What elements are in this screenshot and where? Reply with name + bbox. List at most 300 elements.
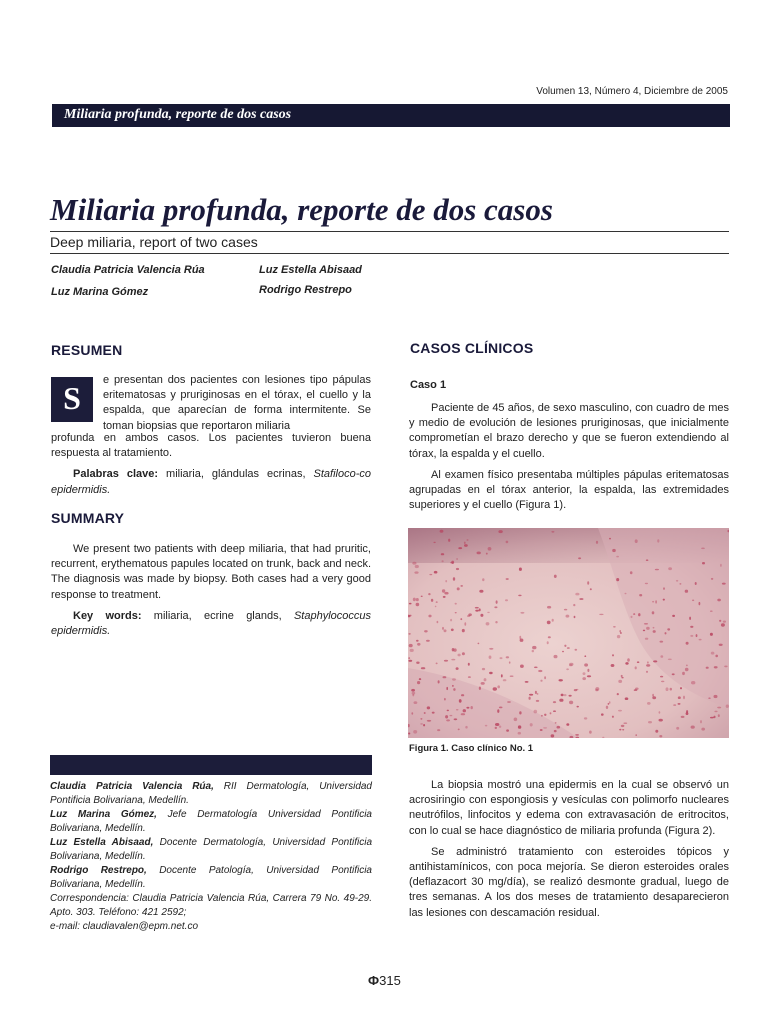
papule (653, 627, 655, 629)
papule (456, 709, 459, 710)
papule (633, 613, 635, 614)
papule (691, 726, 695, 729)
papule (408, 660, 412, 662)
papule (660, 655, 663, 658)
papule (455, 603, 457, 605)
papule (466, 707, 469, 709)
papule (660, 676, 663, 678)
papule (711, 652, 715, 655)
papule (621, 677, 623, 678)
papule (663, 599, 665, 601)
papule (420, 723, 423, 725)
resumen-text-end: profunda en ambos casos. Los pacientes tuvieron buena respuesta al tratamiento. (51, 432, 371, 460)
papule (427, 720, 431, 722)
papule (462, 629, 465, 632)
papule (520, 665, 524, 668)
papule (529, 697, 531, 700)
summary-body (51, 542, 371, 639)
papule (647, 661, 649, 663)
papule (655, 569, 659, 571)
papule (447, 710, 449, 712)
papule (461, 713, 465, 715)
email: e-mail: claudiavalen@epm.net.co (50, 921, 199, 932)
papule (690, 635, 693, 637)
papule (601, 713, 604, 715)
papule (646, 627, 650, 630)
papule (577, 706, 579, 708)
papule (569, 701, 573, 705)
papule (493, 687, 497, 690)
papule (544, 714, 546, 716)
papule (618, 710, 622, 712)
papule (661, 681, 664, 683)
journal-logo-icon: Ф (368, 973, 380, 988)
papule (458, 654, 461, 657)
papule (564, 645, 566, 647)
papule (637, 661, 640, 663)
papule (499, 726, 501, 728)
papule (450, 619, 452, 622)
papule (465, 726, 467, 729)
papule (699, 602, 701, 605)
papule (452, 648, 455, 651)
papule (489, 656, 492, 659)
papule (431, 599, 433, 602)
papule (532, 650, 534, 653)
papule (436, 663, 438, 665)
papule (434, 571, 438, 574)
papule (689, 617, 691, 620)
papule (652, 611, 655, 614)
case-label: Caso 1 (410, 379, 447, 391)
papule (518, 595, 521, 597)
papule (486, 622, 490, 625)
papule (505, 599, 508, 601)
papule (500, 657, 503, 659)
papule (681, 716, 685, 718)
papule (458, 547, 462, 549)
papule (653, 660, 657, 662)
papule (448, 539, 450, 542)
papule (495, 727, 497, 729)
papule (509, 661, 511, 663)
dropcap-letter: S (51, 377, 93, 422)
papule (532, 646, 536, 649)
papule (719, 644, 723, 646)
papule (686, 665, 688, 667)
papule (695, 582, 697, 585)
papule (584, 663, 588, 666)
papule (668, 659, 672, 661)
papule (410, 649, 414, 652)
affiliations (50, 780, 372, 934)
papule (583, 672, 586, 675)
papule (428, 593, 430, 595)
papule (612, 654, 614, 656)
papule (550, 712, 552, 714)
papule (518, 725, 521, 728)
papule (584, 655, 586, 657)
papule (414, 571, 418, 573)
papule (643, 630, 645, 632)
papule (574, 616, 576, 618)
resumen-heading: RESUMEN (51, 342, 123, 358)
papule (708, 697, 710, 699)
papule (660, 641, 664, 643)
papule (714, 695, 718, 698)
papule (449, 715, 452, 716)
papule (454, 718, 458, 720)
papule (625, 697, 629, 700)
papule (424, 712, 426, 714)
papule (451, 629, 454, 632)
papule (646, 671, 648, 673)
papule (587, 675, 591, 677)
papule (497, 685, 500, 688)
papule (496, 600, 498, 603)
case-body (409, 401, 729, 513)
papule (453, 577, 455, 580)
papule (427, 706, 430, 709)
papule (612, 549, 616, 552)
papule (415, 565, 419, 568)
papule (701, 728, 705, 731)
papule (722, 583, 726, 585)
papule (479, 590, 483, 593)
papule (595, 689, 598, 691)
papule (710, 633, 713, 636)
affiliation-item: Luz Marina Gómez, Jefe Dermatología Universidad Pontificia Bolivariana, Medellín. (50, 809, 372, 834)
papule (416, 662, 419, 664)
papule (554, 655, 558, 658)
papule (428, 615, 431, 618)
papule (446, 687, 448, 690)
papule (717, 707, 721, 709)
papule (486, 553, 488, 555)
papule (535, 691, 537, 694)
papule (619, 630, 621, 632)
papule (567, 647, 570, 649)
papule (670, 688, 672, 691)
papule (460, 618, 462, 620)
papule (590, 588, 592, 590)
papule (685, 590, 688, 593)
papule (499, 707, 503, 709)
resumen-text-start: e presentan dos pacientes con lesiones tipo pápulas eritematosas y pruriginosas en el tórax, el cuello y la espalda, que aparecían de forma intermitente. Se toman biopsias que reportaron miliaria (103, 374, 371, 432)
summary-heading: SUMMARY (51, 510, 125, 526)
papule (529, 694, 533, 696)
papule (665, 632, 667, 634)
papule (587, 581, 589, 584)
papule (686, 712, 689, 715)
papule (554, 575, 557, 578)
papule (635, 734, 637, 736)
papule (696, 634, 698, 637)
papule (471, 706, 473, 709)
papule (444, 629, 447, 632)
papule (621, 725, 625, 727)
papule (458, 729, 460, 731)
papule (620, 632, 622, 634)
papule (467, 539, 469, 541)
papule (659, 719, 663, 722)
papule (547, 641, 549, 644)
papule (714, 666, 718, 668)
papule (530, 723, 533, 726)
papule (444, 698, 446, 701)
papule (443, 676, 447, 678)
article-title: Miliaria profunda, reporte de dos casos (50, 192, 553, 227)
correspondence: Correspondencia: Claudia Patricia Valencia Rúa, Carrera 79 No. 49-29. Apto. 303. Teléfono: 421 2592; (50, 893, 372, 918)
case-paragraph: Se administró tratamiento con esteroides tópicos y antihistamínicos, con poca mejoría. Se dieron esteroides orales (deflazacort 30 mg/día), se realizó desmonte gradual, luego de tres semanas. A los dos meses de tratamiento desaparecieron las lesiones con descamación residual. (409, 845, 729, 919)
papule (584, 717, 587, 719)
papule (616, 556, 619, 558)
papule (445, 715, 448, 718)
papule (416, 640, 419, 642)
papule (416, 603, 420, 606)
papule (647, 702, 651, 705)
papule (479, 608, 481, 611)
papule (630, 571, 633, 574)
papule (717, 599, 721, 602)
papule (679, 583, 681, 585)
papule (419, 678, 421, 680)
affiliation-item: Rodrigo Restrepo, Docente Patología, Universidad Pontificia Bolivariana, Medellín. (50, 865, 372, 890)
papule (548, 636, 551, 638)
papule (497, 709, 499, 713)
papule (413, 730, 417, 734)
papule (569, 695, 572, 697)
papule (460, 585, 463, 587)
papule (710, 610, 713, 612)
papule (444, 660, 448, 662)
papule (437, 621, 439, 624)
papule (564, 694, 567, 696)
papule (575, 593, 579, 596)
article-subtitle: Deep miliaria, report of two cases (50, 234, 258, 250)
papule (623, 723, 627, 724)
papule (537, 693, 539, 695)
papule (485, 725, 487, 727)
papule (432, 712, 435, 714)
papule (625, 593, 627, 595)
papule (578, 557, 581, 559)
papule (411, 712, 413, 714)
papule (587, 669, 589, 672)
papule (444, 592, 448, 595)
papule (691, 681, 695, 684)
papule (666, 687, 669, 691)
papule (480, 614, 483, 617)
papule (424, 630, 428, 632)
papule (478, 643, 480, 645)
papule (414, 701, 418, 704)
papule (559, 699, 563, 702)
papule (421, 667, 425, 669)
papule (645, 583, 648, 584)
papule (618, 680, 622, 683)
author-name: Rodrigo Restrepo (259, 284, 352, 296)
papule (582, 677, 586, 680)
papule (723, 621, 726, 623)
papule (710, 717, 714, 719)
papule (646, 559, 649, 561)
papule (462, 652, 465, 655)
papule (720, 564, 722, 567)
papule (625, 662, 628, 665)
papule (442, 589, 445, 592)
papule (657, 539, 659, 542)
papule (421, 596, 423, 597)
papule (538, 670, 542, 672)
papule (718, 714, 720, 717)
papule (569, 664, 573, 666)
papule (489, 648, 493, 650)
papule (489, 672, 493, 674)
case-body-continued (409, 778, 729, 921)
papule (482, 668, 485, 670)
author-name: Luz Estella Abisaad (259, 264, 362, 276)
papule (554, 730, 557, 732)
casos-heading: CASOS CLÍNICOS (410, 340, 534, 356)
volume-info: Volumen 13, Número 4, Diciembre de 2005 (536, 86, 728, 97)
papule (690, 626, 693, 628)
papule (420, 718, 422, 719)
papule (484, 678, 487, 681)
papule (551, 734, 555, 737)
papule (451, 561, 454, 564)
papule (627, 658, 630, 662)
papule (468, 663, 470, 666)
papule (534, 710, 538, 714)
papule (644, 623, 648, 625)
papule (622, 729, 624, 730)
papule (455, 612, 457, 613)
papule (456, 667, 459, 670)
papule (506, 541, 509, 544)
papule (408, 657, 410, 659)
affiliation-item: Luz Estella Abisaad, Docente Dermatología, Universidad Pontificia Bolivariana, Medellín. (50, 837, 373, 862)
running-title: Miliaria profunda, reporte de dos casos (64, 107, 292, 122)
papule (423, 724, 425, 726)
papule (635, 666, 637, 669)
papule (519, 568, 522, 571)
title-rule-bottom (50, 253, 729, 254)
papule (599, 614, 603, 615)
papule (713, 716, 715, 719)
papule (566, 615, 570, 618)
papule (417, 681, 420, 684)
papule (579, 598, 583, 600)
papule (408, 633, 410, 634)
papule (408, 733, 410, 735)
papule (639, 594, 642, 596)
papule (520, 639, 524, 642)
papule (464, 544, 468, 547)
papule (488, 547, 492, 551)
papule (477, 552, 481, 555)
papule (464, 622, 466, 626)
papule (617, 693, 619, 695)
papule (673, 704, 676, 706)
papule (501, 674, 503, 677)
papule (724, 666, 727, 668)
papule (540, 680, 542, 682)
papule (553, 710, 556, 712)
papule (543, 727, 547, 728)
papule (659, 735, 662, 737)
resumen-body (51, 431, 371, 498)
papule (468, 676, 471, 678)
papule (453, 688, 455, 691)
papule (451, 659, 455, 661)
papule (621, 675, 623, 677)
papule (426, 640, 430, 642)
papule (692, 600, 694, 602)
papule (429, 574, 432, 575)
affiliation-bar (50, 755, 372, 775)
papule (676, 580, 678, 582)
papule (437, 729, 440, 731)
papule (589, 731, 592, 734)
papule (652, 694, 654, 697)
page-number: Ф315 (368, 973, 401, 988)
papule (452, 685, 454, 687)
papule (653, 630, 656, 633)
papule (541, 715, 543, 717)
papule (518, 732, 521, 735)
papule (544, 676, 546, 679)
papule (464, 542, 466, 545)
author-name: Luz Marina Gómez (51, 286, 149, 298)
case-paragraph: La biopsia mostró una epidermis en la cual se observó un acrosiringio con espongiosis y vesículas con polimorfo nucleares neutrófilos, linfocitos y edema con extravasación de eritrocitos, con lo cual se hace diagnóstico de miliaria profunda (Figura 2). (409, 779, 729, 837)
papule (514, 718, 518, 722)
papule (456, 558, 458, 560)
papule (711, 578, 713, 580)
papule (668, 567, 672, 570)
papule (652, 696, 656, 699)
papule (456, 568, 459, 570)
papule (575, 734, 579, 736)
papule (446, 719, 450, 721)
papule (655, 600, 657, 603)
papule (413, 598, 416, 602)
papule (659, 711, 661, 714)
papule (635, 688, 639, 690)
papule (498, 530, 502, 533)
papule (655, 730, 658, 733)
papule (663, 587, 665, 590)
papule (494, 606, 497, 608)
papule (574, 689, 577, 691)
papule (562, 651, 564, 653)
papule (631, 616, 633, 618)
papule (481, 682, 485, 685)
figure-caption: Figura 1. Caso clínico No. 1 (409, 743, 534, 754)
papule (706, 667, 709, 669)
title-rule-top (50, 231, 729, 232)
papule (551, 531, 554, 533)
papule (719, 620, 721, 622)
papule (699, 639, 702, 641)
papule (525, 681, 529, 683)
papule (564, 609, 567, 611)
papule (652, 601, 654, 603)
papule (678, 703, 681, 705)
papule (487, 612, 490, 613)
papule (667, 628, 670, 630)
papule (482, 578, 484, 581)
